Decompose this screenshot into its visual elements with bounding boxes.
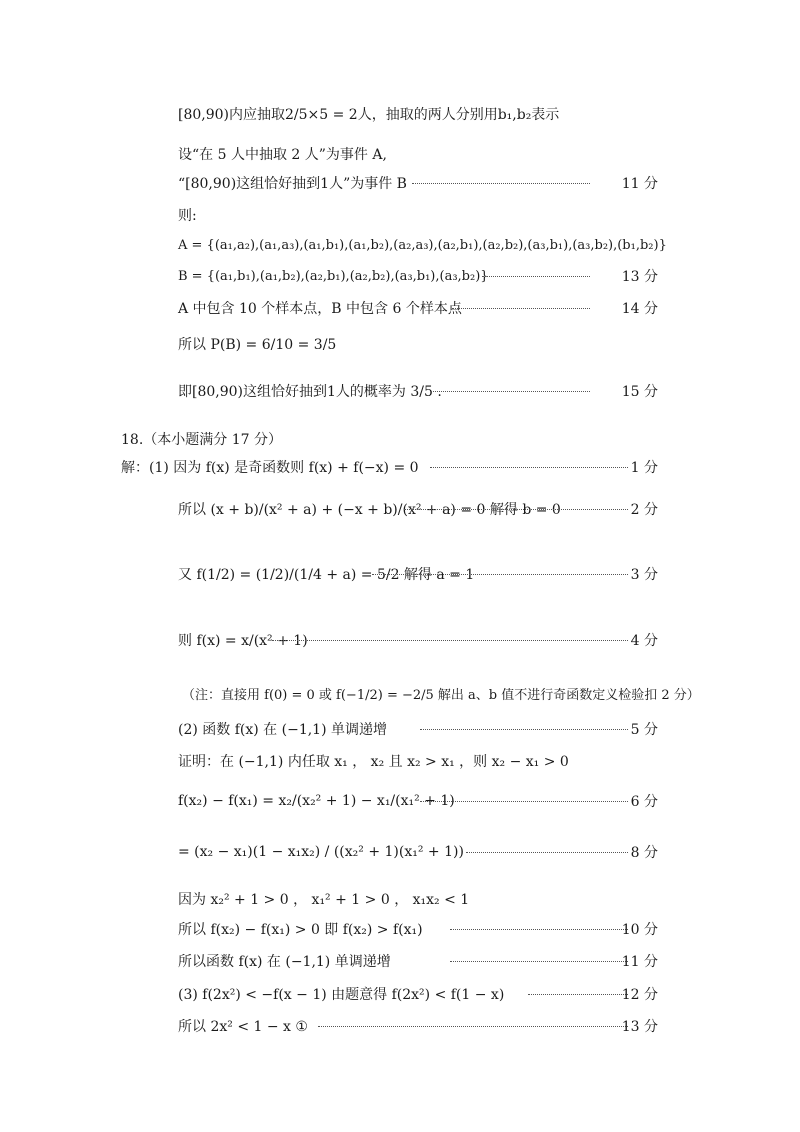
- line-text: “[80,90)这组恰好抽到1人”为事件 B: [178, 176, 407, 192]
- line-14: [0, 623, 800, 657]
- note-text: （注：直接用 f(0) = 0 或 f(−1/2) = −2/5 解出 a、b 值不进行奇函数定义检验扣 2 分）: [182, 687, 700, 703]
- line-text: 则:: [178, 208, 197, 224]
- leader-dots: [528, 994, 628, 995]
- line-1: [0, 97, 800, 131]
- leader-dots: [450, 961, 628, 962]
- line-text: f(x₂) − f(x₁) = x₂/(x₂² + 1) − x₁/(x₁² + 1): [178, 793, 455, 809]
- line-text: 设“在 5 人中抽取 2 人”为事件 A,: [178, 147, 387, 163]
- line-17: [0, 744, 800, 778]
- line-13: [0, 557, 800, 591]
- score-label: 12 分: [621, 987, 658, 1003]
- line-22: [0, 944, 800, 978]
- line-text: [80,90)内应抽取2/5×5 = 2人，抽取的两人分别用b₁,b₂表示: [178, 107, 560, 123]
- line-15: [0, 676, 800, 710]
- leader-dots: [482, 276, 590, 277]
- line-24: [0, 1009, 800, 1043]
- score-label: 3 分: [630, 567, 658, 583]
- line-text: 所以 f(x₂) − f(x₁) > 0 即 f(x₂) > f(x₁): [178, 922, 423, 938]
- line-text: 所以 P(B) = 6/10 = 3/5: [178, 337, 337, 353]
- score-label: 11 分: [621, 176, 658, 192]
- line-text: 解：(1) 因为 f(x) 是奇函数则 f(x) + f(−x) = 0: [121, 460, 419, 476]
- line-9: [0, 374, 800, 408]
- line-text: 证明：在 (−1,1) 内任取 x₁ ， x₂ 且 x₂ > x₁ ，则 x₂ − x₁ > 0: [178, 754, 569, 770]
- line-text: 又 f(1/2) = (1/2)/(1/4 + a) = 5/2 解得 a = 1: [178, 567, 475, 583]
- leader-dots: [450, 929, 628, 930]
- line-4: [0, 198, 800, 232]
- leader-dots: [372, 574, 628, 575]
- score-label: 11 分: [621, 954, 658, 970]
- line-3: [0, 166, 800, 200]
- leader-dots: [452, 308, 590, 309]
- score-label: 10 分: [621, 922, 658, 938]
- line-text: (2) 函数 f(x) 在 (−1,1) 单调递增: [178, 722, 388, 738]
- leader-dots: [466, 852, 628, 853]
- leader-dots: [420, 801, 628, 802]
- score-label: 15 分: [621, 384, 658, 400]
- line-text: 所以 (x + b)/(x² + a) + (−x + b)/(x² + a) = 0 解得 b = 0: [178, 502, 561, 518]
- line-11: [0, 450, 800, 484]
- line-18: [0, 784, 800, 818]
- leader-dots: [272, 640, 628, 641]
- score-label: 14 分: [621, 301, 658, 317]
- line-text: 所以函数 f(x) 在 (−1,1) 单调递增: [178, 954, 391, 970]
- score-label: 5 分: [630, 722, 658, 738]
- line-text: = (x₂ − x₁)(1 − x₁x₂) / ((x₂² + 1)(x₁² + 1)): [178, 844, 464, 860]
- line-8: [0, 327, 800, 361]
- line-text: A = {(a₁,a₂),(a₁,a₃),(a₁,b₁),(a₁,b₂),(a₂,a₃),(a₂,b₁),(a₂,b₂),(a₃,b₁),(a₃,b₂),(b₁,b₂)}: [178, 237, 667, 253]
- leader-dots: [420, 729, 628, 730]
- line-16: [0, 712, 800, 746]
- score-label: 13 分: [621, 1019, 658, 1035]
- line-7: [0, 291, 800, 325]
- leader-dots: [430, 467, 628, 468]
- leader-dots: [412, 183, 590, 184]
- score-label: 4 分: [630, 633, 658, 649]
- score-label: 6 分: [630, 794, 658, 810]
- line-20: [0, 882, 800, 916]
- line-text: A 中包含 10 个样本点，B 中包含 6 个样本点: [178, 301, 462, 317]
- leader-dots: [404, 509, 628, 510]
- line-text: 则 f(x) = x/(x² + 1): [178, 633, 308, 649]
- line-19: [0, 835, 800, 869]
- score-label: 1 分: [630, 460, 658, 476]
- section-heading: 18.（本小题满分 17 分）: [121, 432, 282, 448]
- score-label: 8 分: [630, 845, 658, 861]
- line-23: [0, 977, 800, 1011]
- line-text: 因为 x₂² + 1 > 0 ， x₁² + 1 > 0 ， x₁x₂ < 1: [178, 892, 470, 908]
- line-text: 即[80,90)这组恰好抽到1人的概率为 3/5 .: [178, 384, 442, 400]
- line-12: [0, 492, 800, 526]
- score-label: 13 分: [621, 269, 658, 285]
- leader-dots: [430, 391, 590, 392]
- line-21: [0, 912, 800, 946]
- line-text: (3) f(2x²) < −f(x − 1) 由题意得 f(2x²) < f(1 − x): [178, 987, 505, 1003]
- score-label: 2 分: [630, 502, 658, 518]
- leader-dots: [318, 1026, 628, 1027]
- line-5: [0, 228, 800, 262]
- line-6: [0, 259, 800, 293]
- line-text: B = {(a₁,b₁),(a₁,b₂),(a₂,b₁),(a₂,b₂),(a₃,b₁),(a₃,b₂)}: [178, 268, 489, 284]
- line-text: 所以 2x² < 1 − x ①: [178, 1019, 308, 1035]
